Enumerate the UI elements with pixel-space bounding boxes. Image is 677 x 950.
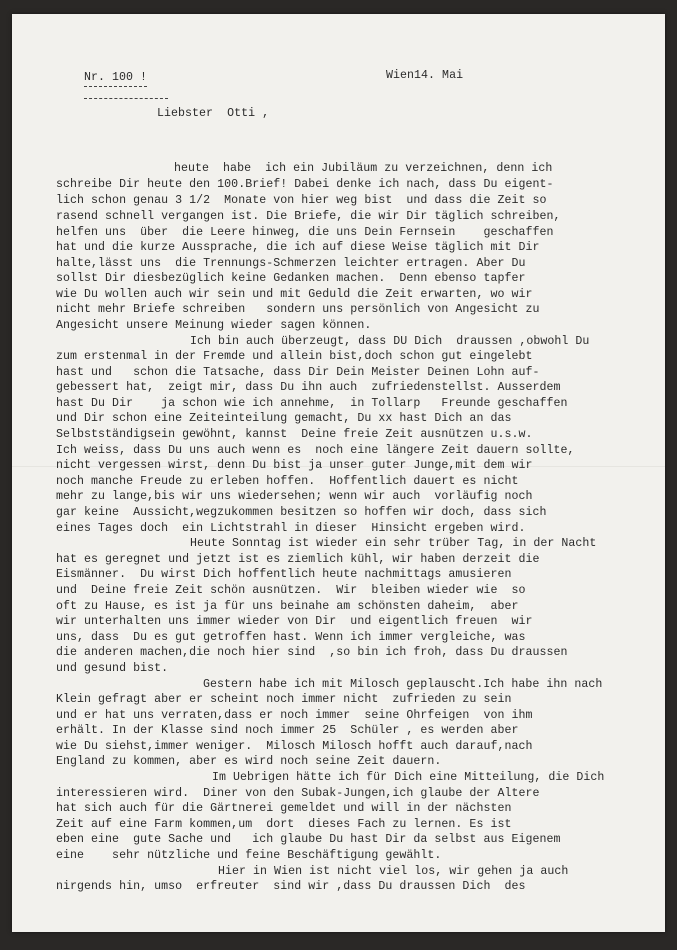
letter-line: England zu kommen, aber es wird noch seine Zeit dauern. [56, 755, 442, 768]
letter-line: heute habe ich ein Jubiläum zu verzeichnen, denn ich [174, 162, 553, 175]
letter-line: wie Du wollen auch wir sein und mit Geduld die Zeit erwarten, wo wir [56, 288, 533, 301]
letter-line: hast Du Dir ja schon wie ich annehme, in Tollarp Freunde geschaffen [56, 397, 568, 410]
letter-line: und Dir schon eine Zeiteinteilung gemacht, Du xx hast Dich an das [56, 412, 512, 425]
letter-line: Im Uebrigen hätte ich für Dich eine Mitteilung, die Dich [212, 771, 605, 784]
letter-line: nicht vergessen wirst, denn Du bist ja unser guter Junge,mit dem wir [56, 459, 533, 472]
letter-line: nirgends hin, umso erfreuter sind wir ,dass Du draussen Dich des [56, 880, 526, 893]
letter-line: gar keine Aussicht,wegzukommen besitzen so hoffen wir doch, dass sich [56, 506, 547, 519]
letter-line: gebessert hat, zeigt mir, dass Du ihn auch zufriedenstellst. Ausserdem [56, 381, 561, 394]
letter-line: eines Tages doch ein Lichtstrahl in dieser Hinsicht ergeben wird. [56, 522, 526, 535]
letter-line: interessieren wird. Diner von den Subak-Jungen,ich glaube der Altere [56, 787, 540, 800]
letter-line: schreibe Dir heute den 100.Brief! Dabei denke ich nach, dass Du eigent- [56, 178, 554, 191]
salutation: Liebster Otti , [157, 107, 270, 120]
letter-line: und gesund bist. [56, 662, 169, 675]
letter-line: eben eine gute Sache und ich glaube Du hast Dir da selbst aus Eigenem [56, 833, 561, 846]
letter-line: hast und schon die Tatsache, dass Dir Dein Meister Deinen Lohn auf- [56, 366, 540, 379]
letter-line: Heute Sonntag ist wieder ein sehr trüber Tag, in der Nacht [190, 537, 597, 550]
letter-line: zum erstenmal in der Fremde und allein bist,doch schon gut eingelebt [56, 350, 533, 363]
letter-line: hat und die kurze Aussprache, die ich auf diese Weise täglich mit Dir [56, 241, 540, 254]
letter-line: Angesicht unsere Meinung wieder sagen können. [56, 319, 372, 332]
letter-line: Zeit auf eine Farm kommen,um dort dieses Fach zu lernen. Es ist [56, 818, 512, 831]
letter-line: Ich weiss, dass Du uns auch wenn es noch eine längere Zeit dauern sollte, [56, 444, 575, 457]
letter-line: wir unterhalten uns immer wieder von Dir und eigentlich freuen wir [56, 615, 533, 628]
letter-line: halte,lässt uns die Trennungs-Schmerzen leichter ertragen. Aber Du [56, 257, 526, 270]
letter-line: und Deine freie Zeit schön ausnützen. Wir bleiben wieder wie so [56, 584, 526, 597]
letter-line: helfen uns über die Leere hinweg, die uns Dein Fernsein geschaffen [56, 226, 554, 239]
letter-line: uns, dass Du es gut getroffen hast. Wenn ich immer vergleiche, was [56, 631, 526, 644]
letter-line: nicht mehr Briefe schreiben sondern uns persönlich von Angesicht zu [56, 303, 540, 316]
letter-line: sollst Dir diesbezüglich keine Gedanken machen. Denn ebenso tapfer [56, 272, 526, 285]
letter-line: Eismänner. Du wirst Dich hoffentlich heute nachmittags amusieren [56, 568, 512, 581]
letter-line: Klein gefragt aber er scheint noch immer nicht zufrieden zu sein [56, 693, 512, 706]
letter-page [12, 14, 665, 932]
letter-line: eine sehr nützliche und feine Beschäftigung gewählt. [56, 849, 442, 862]
letter-line: mehr zu lange,bis wir uns wiedersehen; wenn wir auch vorläufig noch [56, 490, 533, 503]
letter-line: Hier in Wien ist nicht viel los, wir gehen ja auch [218, 865, 569, 878]
letter-number: Nr. 100 ! [84, 70, 147, 87]
letter-line: noch manche Freude zu erleben hoffen. Hoffentlich dauert es nicht [56, 475, 519, 488]
letter-line: Gestern habe ich mit Milosch geplauscht.Ich habe ihn nach [203, 678, 603, 691]
letter-line: hat es geregnet und jetzt ist es ziemlich kühl, wir haben derzeit die [56, 553, 540, 566]
place-date: Wien14. Mai [386, 69, 464, 82]
letter-line: erhält. In der Klasse sind noch immer 25 Schüler , es werden aber [56, 724, 519, 737]
letter-line: rasend schnell vergangen ist. Die Briefe, die wir Dir täglich schreiben, [56, 210, 561, 223]
letter-number-underline [84, 98, 168, 99]
letter-line: Selbstständigsein gewöhnt, kannst Deine freie Zeit ausnützen u.s.w. [56, 428, 533, 441]
letter-line: Ich bin auch überzeugt, dass DU Dich draussen ,obwohl Du [190, 335, 590, 348]
letter-line: die anderen machen,die noch hier sind ,so bin ich froh, dass Du draussen [56, 646, 568, 659]
letter-line: und er hat uns verraten,dass er noch immer seine Ohrfeigen von ihm [56, 709, 533, 722]
letter-line: hat sich auch für die Gärtnerei gemeldet und will in der nächsten [56, 802, 512, 815]
letter-line: lich schon genau 3 1/2 Monate von hier weg bist und dass die Zeit so [56, 194, 547, 207]
letter-line: oft zu Hause, es ist ja für uns beinahe am schönsten daheim, aber [56, 600, 519, 613]
letter-line: wie Du siehst,immer weniger. Milosch Milosch hofft auch darauf,nach [56, 740, 533, 753]
